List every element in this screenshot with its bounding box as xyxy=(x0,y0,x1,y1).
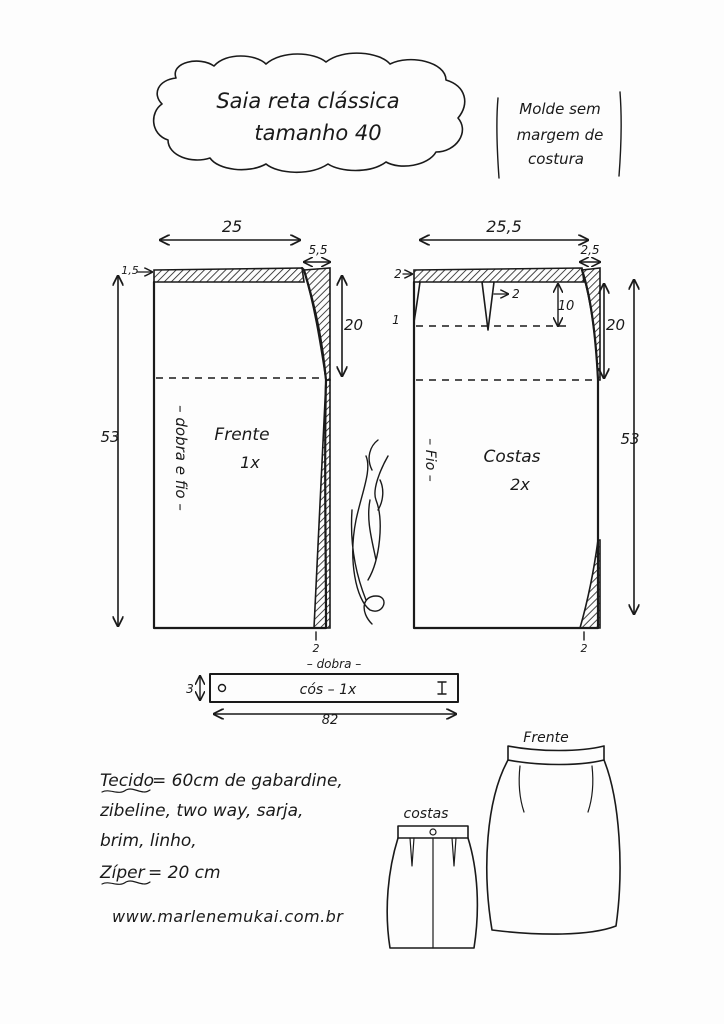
waistband-label: cós – 1x xyxy=(299,682,357,698)
front-length-label: 53 xyxy=(100,428,120,446)
zipper-value: = 20 cm xyxy=(148,863,221,883)
front-hip-depth-label: 20 xyxy=(344,316,364,334)
back-hip-shading xyxy=(582,268,600,380)
fabric-title: Tecido xyxy=(100,771,155,791)
note-line-3: costura xyxy=(528,150,584,168)
front-hip-shading xyxy=(304,268,330,380)
front-fold-label: – dobra e fio – xyxy=(172,405,190,511)
back-sketch-label: costas xyxy=(403,806,449,822)
back-hem-label: 2 xyxy=(580,642,588,655)
back-skirt-sketch xyxy=(387,826,477,948)
waistband-button-marker xyxy=(438,682,446,694)
back-hip-depth-label: 20 xyxy=(606,316,626,334)
back-zip-marker-label: 1 xyxy=(392,313,400,327)
waistband-height-label: 3 xyxy=(186,682,194,696)
front-side-shading xyxy=(314,380,330,628)
fabric-line-1: = 60cm de gabardine, xyxy=(152,771,343,791)
front-waist-shading xyxy=(154,268,304,282)
front-hem-label: 2 xyxy=(312,642,320,655)
back-side-shading xyxy=(580,540,600,628)
back-length-label: 53 xyxy=(620,430,640,448)
note-line-1: Molde sem xyxy=(519,100,601,118)
title-line-2: tamanho 40 xyxy=(254,121,382,145)
waistband-buttonhole xyxy=(219,685,226,692)
front-name-label: Frente xyxy=(214,425,270,445)
website-url: www.marlenemukai.com.br xyxy=(112,907,344,926)
waistband-fold-label: – dobra – xyxy=(306,657,362,671)
waistband-length-label: 82 xyxy=(321,713,339,728)
designer-signature xyxy=(352,440,388,624)
zipper-title: Zíper xyxy=(100,863,145,883)
back-grain-label: – Fio – xyxy=(422,438,438,482)
front-dart-label: 5,5 xyxy=(308,243,328,257)
back-dart-width-label: 2,5 xyxy=(580,243,600,257)
note-line-2: margem de xyxy=(516,126,604,144)
fabric-line-2: zibeline, two way, sarja, xyxy=(100,801,304,821)
back-dart-depth-label: 10 xyxy=(557,299,575,314)
back-name-label: Costas xyxy=(483,447,541,467)
back-waist-drop-label: 2 xyxy=(394,267,402,281)
title-line-1: Saia reta clássica xyxy=(216,89,400,113)
fabric-line-3: brim, linho, xyxy=(100,831,197,851)
front-sketch-label: Frente xyxy=(523,730,569,746)
front-count-label: 1x xyxy=(240,453,260,472)
back-dart xyxy=(482,282,494,330)
back-dart-size-label: 2 xyxy=(512,287,520,301)
front-waist-drop-label: 1,5 xyxy=(121,264,139,277)
back-count-label: 2x xyxy=(510,475,530,494)
back-waist-shading xyxy=(414,268,584,282)
front-skirt-sketch xyxy=(487,746,620,934)
back-width-label: 25,5 xyxy=(486,217,522,236)
front-width-label: 25 xyxy=(221,217,243,236)
